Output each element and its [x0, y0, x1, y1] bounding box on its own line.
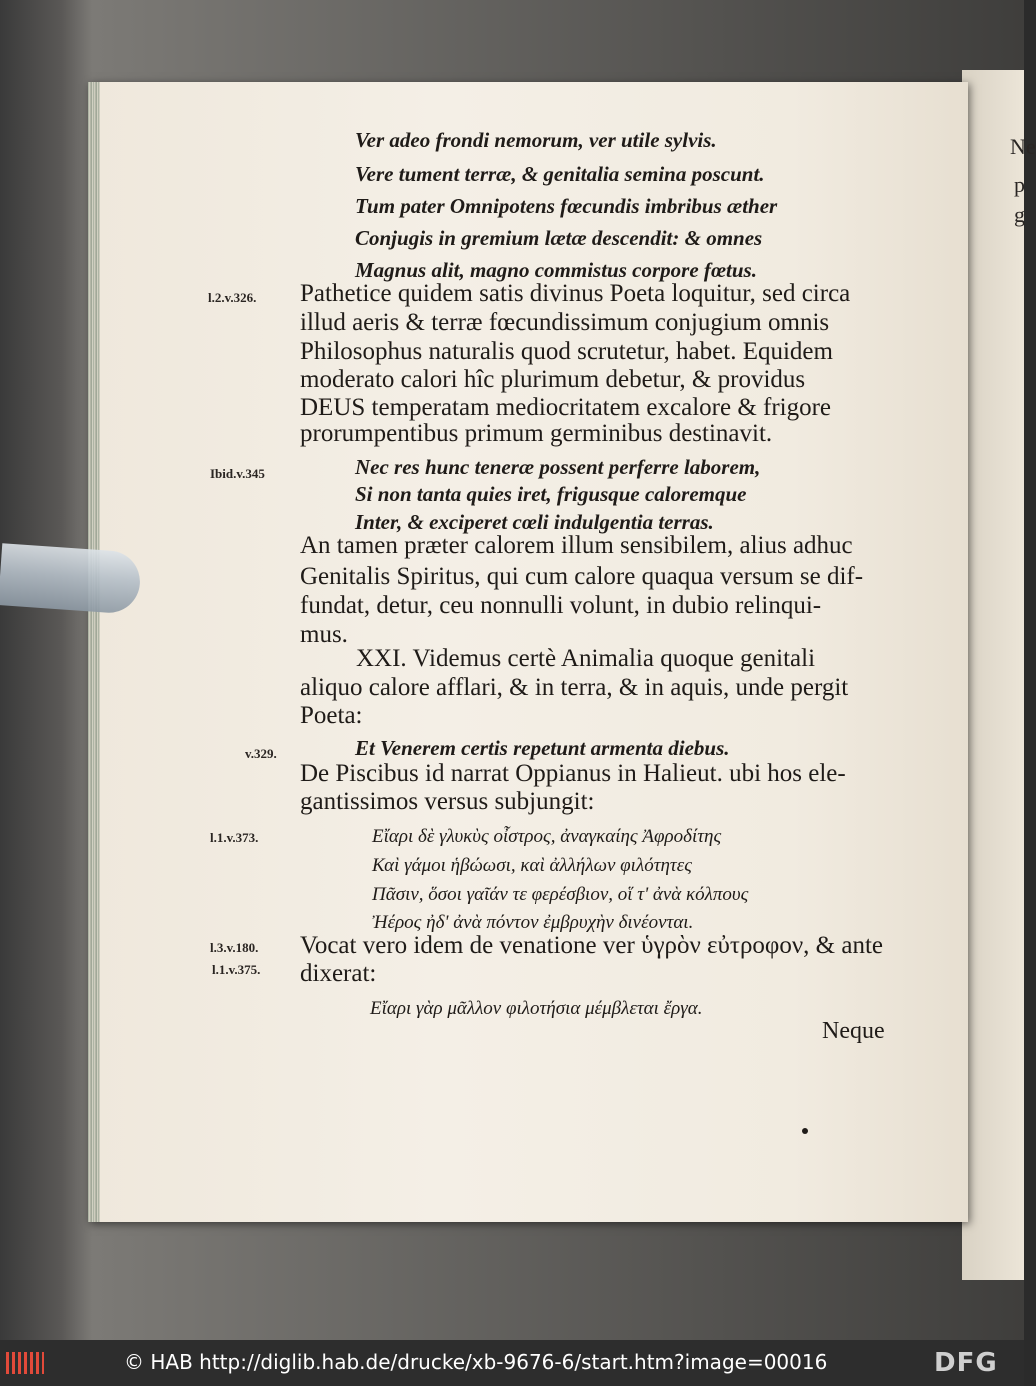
text-line: Nec res hunc teneræ possent perferre laborem,: [355, 455, 761, 479]
margin-note: l.3.v.180.: [210, 940, 259, 955]
margin-note: v.329.: [245, 746, 277, 761]
text-line: Εἴαρι δὲ γλυκὺς οἶστρος, ἀναγκαίης Ἀφροδίτης: [372, 826, 722, 847]
text-line: Tum pater Omnipotens fœcundis imbribus æther: [355, 194, 778, 218]
text-line: XXI. Videmus certè Animalia quoque genitali: [356, 645, 816, 672]
margin-note: l.1.v.373.: [210, 830, 259, 845]
margin-note: Ibid.v.345: [210, 466, 265, 481]
text-line: Neque: [822, 1018, 885, 1044]
dfg-logo: DFG: [934, 1348, 998, 1378]
text-line: Si non tanta quies iret, frigusque caloremque: [355, 482, 747, 506]
copyright-link[interactable]: © HAB http://diglib.hab.de/drucke/xb-9676-6/start.htm?image=00016: [124, 1350, 828, 1374]
text-line: prorumpentibus primum germinibus destinavit.: [300, 420, 773, 447]
text-line: De Piscibus id narrat Oppianus in Halieut. ubi hos ele-: [300, 760, 846, 787]
viewer-footer: [0, 1340, 1024, 1386]
text-line: Πᾶσιν, ὅσοι γαῖάν τε φερέσβιον, οἵ τ' ἀνὰ κόλπους: [372, 884, 749, 905]
text-line: Poeta:: [300, 702, 363, 729]
text-line: mus.: [300, 621, 348, 648]
text-line: DEUS temperatam mediocritatem excalore & frigore: [300, 394, 832, 421]
margin-note: l.1.v.375.: [212, 962, 261, 977]
text-line: Et Venerem certis repetunt armenta diebus.: [355, 736, 730, 760]
page-binding-edge: [88, 82, 100, 1222]
text-line: Εἴαρι γὰρ μᾶλλον φιλοτήσια μέμβλεται ἔργα.: [370, 998, 703, 1019]
margin-note: l.2.v.326.: [208, 290, 257, 305]
text-line: moderato calori hîc plurimum debetur, & providus: [300, 366, 806, 393]
text-line: Pathetice quidem satis divinus Poeta loquitur, sed circa: [300, 280, 851, 307]
facing-page-char: p: [1014, 172, 1025, 197]
text-line: Conjugis in gremium lætæ descendit: & omnes: [355, 226, 763, 250]
text-line: Ver adeo frondi nemorum, ver utile sylvis.: [355, 128, 717, 152]
hab-logo: [6, 1352, 44, 1374]
text-line: illud aeris & terræ fœcundissimum conjugium omnis: [300, 309, 830, 336]
text-line: Καὶ γάμοι ἡβώωσι, καὶ ἀλλήλων φιλότητες: [372, 855, 692, 876]
facing-page-char: g: [1014, 202, 1025, 227]
facing-page-char: Ne: [1010, 134, 1036, 159]
facing-page-edge: [962, 70, 1024, 1280]
text-line: Inter, & exciperet cœli indulgentia terras.: [355, 510, 714, 534]
text-line: Philosophus naturalis quod scrutetur, habet. Equidem: [300, 338, 833, 365]
text-line: Genitalis Spiritus, qui cum calore quaqua versum se dif-: [300, 563, 864, 590]
text-line: aliquo calore afflari, & in terra, & in aquis, unde pergit: [300, 674, 849, 701]
text-line: gantissimos versus subjungit:: [300, 788, 595, 815]
bookmark-ribbon: [0, 543, 142, 615]
text-line: Vocat vero idem de venatione ver ὑγρὸν εὐτροφον, & ante: [300, 932, 883, 959]
ink-dot: [802, 1128, 808, 1134]
text-line: dixerat:: [300, 960, 377, 987]
text-line: fundat, detur, ceu nonnulli volunt, in dubio relinqui-: [300, 592, 822, 619]
text-line: An tamen præter calorem illum sensibilem, alius adhuc: [300, 532, 853, 559]
text-line: Ἠέρος ἠδ' ἀνὰ πόντον ἐμβρυχὴν δινέονται.: [372, 912, 694, 933]
text-line: Vere tument terræ, & genitalia semina poscunt.: [355, 162, 765, 186]
text-line: Magnus alit, magno commistus corpore fœtus.: [355, 258, 757, 282]
